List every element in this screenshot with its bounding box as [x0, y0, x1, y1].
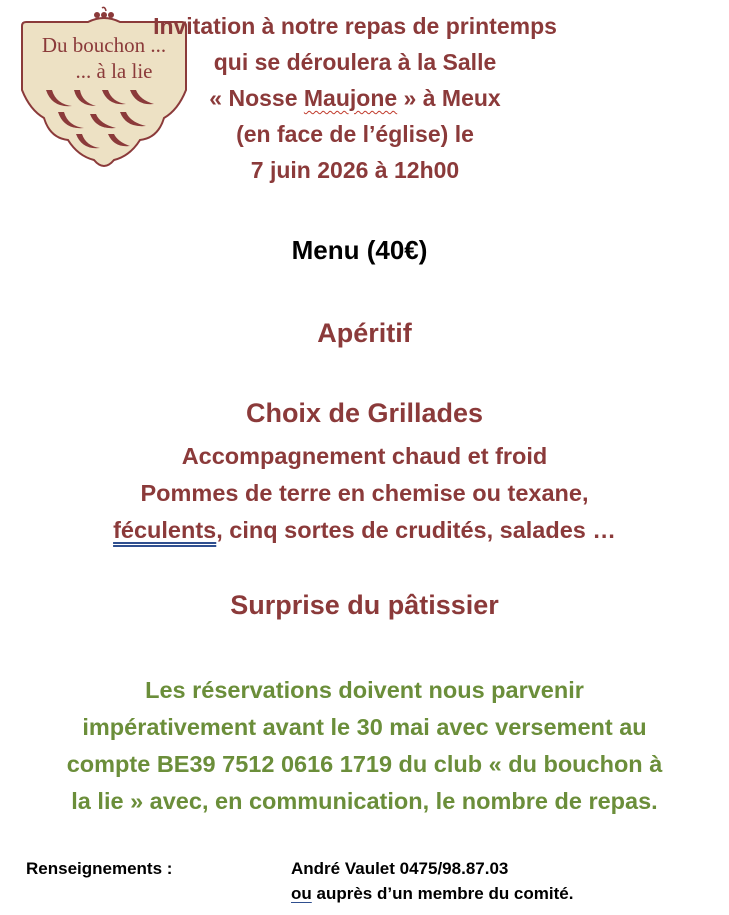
grillades-line-1: Accompagnement chaud et froid	[181, 443, 548, 469]
grillades-details	[0, 438, 729, 549]
header-line-2: qui se déroulera à la Salle	[213, 49, 497, 75]
alt-contact-line: ou auprès d’un membre du comité.	[291, 884, 574, 903]
aperitif-heading: Apéritif	[317, 318, 412, 348]
grillades-line-2: Pommes de terre en chemise ou texane,	[140, 480, 589, 506]
header-line-5: 7 juin 2026 à 12h00	[250, 157, 460, 183]
grillades-heading: Choix de Grillades	[245, 398, 484, 428]
feculents-word: féculents	[113, 517, 217, 543]
reservation-notice	[0, 672, 729, 820]
header-line-3: « Nosse Maujone » à Meux	[209, 85, 501, 111]
logo-text-line1: Du bouchon ...	[41, 33, 167, 57]
grillades-line-3: féculents, cinq sortes de crudités, salades …	[113, 517, 616, 543]
logo-text-line2: ... à la lie	[75, 59, 153, 83]
info-contact	[291, 856, 573, 906]
header-line-4: (en face de l’église) le	[236, 121, 474, 147]
menu-title: Menu (40€)	[291, 235, 428, 265]
dessert-heading: Surprise du pâtissier	[230, 590, 499, 620]
reservation-line-4: la lie » avec, en communication, le nombre de repas.	[71, 788, 658, 814]
reservation-line-1: Les réservations doivent nous parvenir	[145, 677, 584, 703]
reservation-line-3: compte BE39 7512 0616 1719 du club « du bouchon à	[66, 751, 663, 777]
info-label: Renseignements :	[26, 859, 173, 878]
header-line-1: Invitation à notre repas de printemps	[153, 13, 557, 39]
invitation-header	[105, 8, 605, 188]
reservation-line-2: impérativement avant le 30 mai avec versement au	[82, 714, 647, 740]
contact-line: André Vaulet 0475/98.87.03	[291, 859, 509, 878]
venue-name: Maujone	[303, 85, 398, 111]
